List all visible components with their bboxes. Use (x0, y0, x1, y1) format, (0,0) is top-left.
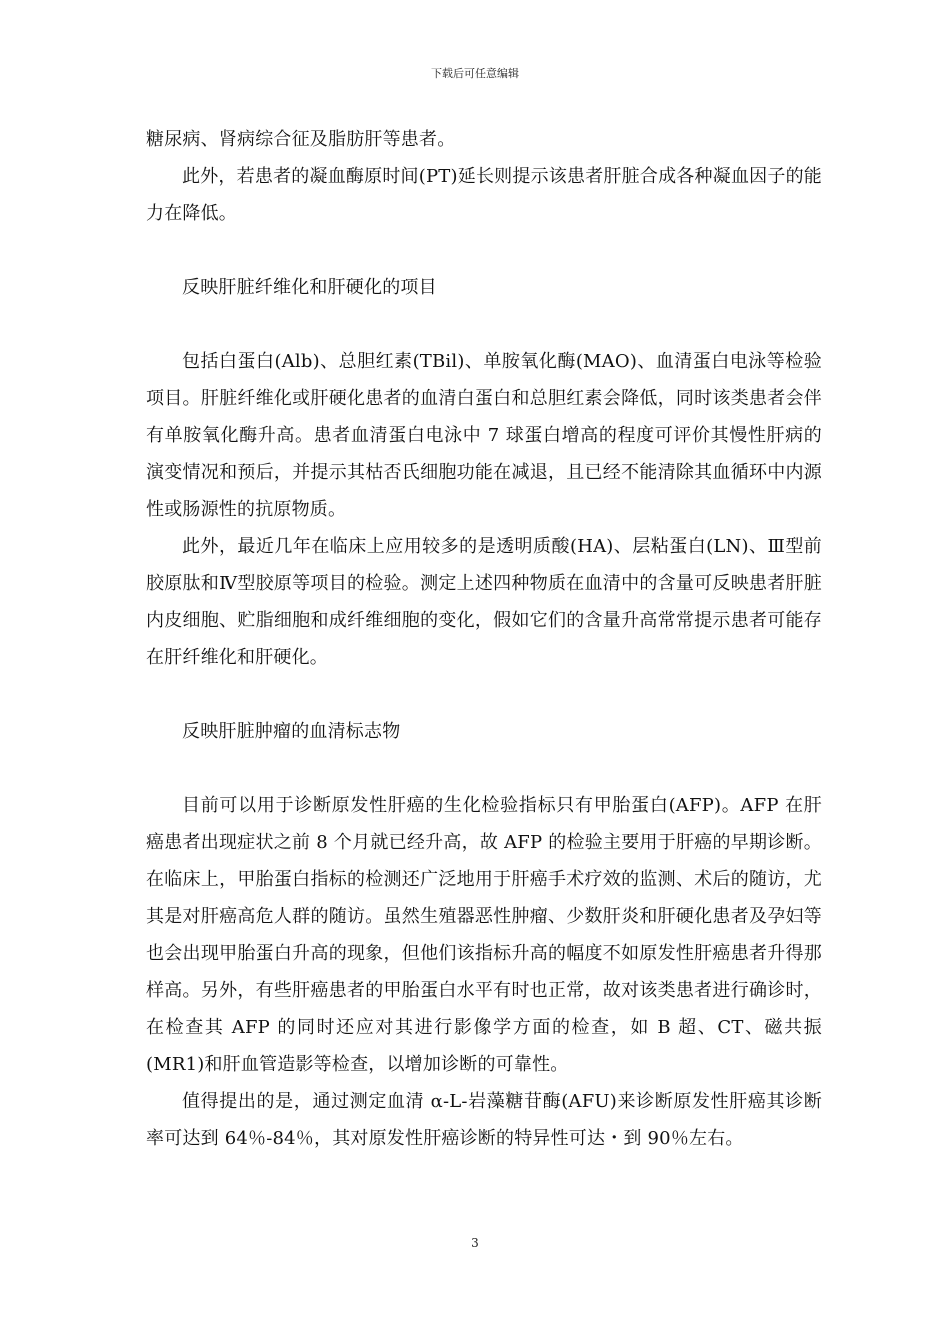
spacer (146, 232, 822, 269)
section-heading-fibrosis: 反映肝脏纤维化和肝硬化的项目 (182, 277, 437, 298)
section-heading-tumor: 反映肝脏肿瘤的血清标志物 (182, 721, 401, 742)
paragraph-continuation: 糖尿病、肾病综合征及脂肪肝等患者。 (146, 129, 456, 150)
paragraph-fibrosis-markers: 此外，最近几年在临床上应用较多的是透明质酸(HA)、层粘蛋白(LN)、Ⅲ型前胶原肽和Ⅳ型胶原等项目的检验。测定上述四种物质在血清中的含量可反映患者肝脏内皮细胞、贮脂细胞和成纤维细胞的变化，假如它们的含量升高常常提示患者可能存在肝纤维化和肝硬化。 (146, 536, 822, 668)
document-body (146, 121, 822, 1157)
spacer (146, 750, 822, 787)
page-header: 下载后可任意编辑 (431, 67, 519, 80)
paragraph-fibrosis-items: 包括白蛋白(Alb)、总胆红素(TBil)、单胺氧化酶(MAO)、血清蛋白电泳等检验项目。肝脏纤维化或肝硬化患者的血清白蛋白和总胆红素会降低，同时该类患者会伴有单胺氧化酶升高。患者血清蛋白电泳中 7 球蛋白增高的程度可评价其慢性肝病的演变情况和预后，并提示其枯否氏细胞功能在减退，且已经不能清除其血循环中内源性或肠源性的抗原物质。 (146, 351, 822, 520)
paragraph-afp: 目前可以用于诊断原发性肝癌的生化检验指标只有甲胎蛋白(AFP)。AFP 在肝癌患者出现症状之前 8 个月就已经升高，故 AFP 的检验主要用于肝癌的早期诊断。在临床上，甲胎蛋白指标的检测还广泛地用于肝癌手术疗效的监测、术后的随访，尤其是对肝癌高危人群的随访。虽然生殖器恶性肿瘤、少数肝炎和肝硬化患者及孕妇等也会出现甲胎蛋白升高的现象，但他们该指标升高的幅度不如原发性肝癌患者升得那样高。另外，有些肝癌患者的甲胎蛋白水平有时也正常，故对该类患者进行确诊时，在检查其 AFP 的同时还应对其进行影像学方面的检查，如 B 超、CT、磁共振(MR1)和肝血管造影等检查，以增加诊断的可靠性。 (146, 795, 822, 1075)
page-number: 3 (471, 1236, 479, 1250)
paragraph-afu: 值得提出的是，通过测定血清 α-L-岩藻糖苷酶(AFU)来诊断原发性肝癌其诊断率可达到 64％-84％，其对原发性肝癌诊断的特异性可达・到 90％左右。 (146, 1091, 822, 1149)
spacer (146, 306, 822, 343)
spacer (146, 676, 822, 713)
paragraph-pt: 此外，若患者的凝血酶原时间(PT)延长则提示该患者肝脏合成各种凝血因子的能力在降低。 (146, 166, 822, 224)
